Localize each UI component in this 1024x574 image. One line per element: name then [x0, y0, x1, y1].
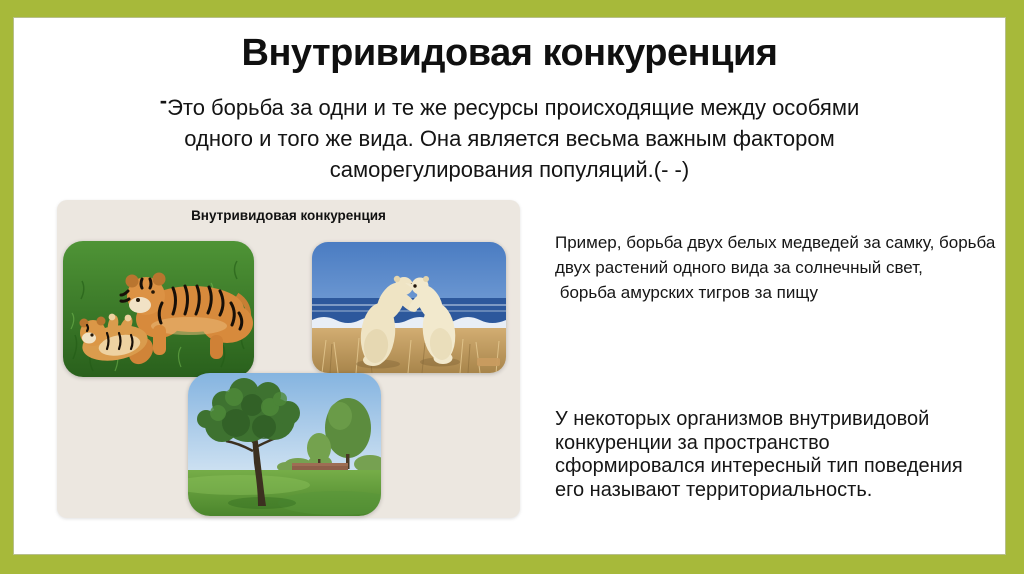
border-left-bar: [0, 0, 13, 574]
polar-bears-image: [312, 242, 506, 373]
polar-bears-fighting-illustration: [312, 242, 506, 373]
photo-watermark: [477, 358, 500, 366]
territory-line-1: У некоторых организмов внутривидовой: [555, 408, 930, 430]
example-text: [555, 230, 995, 305]
example-line-3: борьба амурских тигров за пищу: [555, 283, 819, 302]
border-top-bar: [0, 0, 1024, 17]
example-line-2: двух растений одного вида за солнечный свет,: [555, 258, 923, 277]
border-bottom-bar: [0, 555, 1024, 574]
territory-text: [555, 408, 963, 502]
page-title: Внутривидовая конкуренция: [241, 32, 778, 74]
border-right-bar: [1006, 0, 1024, 574]
subtitle-line-1: [13, 88, 1006, 123]
subtitle-line-1-text: Это борьба за одни и те же ресурсы происходящие между особями: [167, 95, 860, 120]
territory-line-3: сформировался интересный тип поведения: [555, 455, 963, 477]
slide-subtitle: [13, 88, 1006, 185]
territory-line-4: его называют территориальность.: [555, 478, 873, 501]
tree-image: [188, 373, 381, 516]
lone-tree-meadow-illustration: [188, 373, 381, 516]
territory-line-2: конкуренции за пространство: [555, 431, 830, 454]
superscript-dash: -: [159, 88, 168, 113]
tigers-image: [63, 241, 254, 377]
subtitle-line-2: одного и того же вида. Она является весьма важным фактором: [184, 126, 835, 151]
amur-tigers-fighting-illustration: [63, 241, 254, 377]
subtitle-line-3: саморегулирования популяций.(- -): [329, 157, 690, 182]
panel-title: Внутривидовая конкуренция: [191, 208, 386, 223]
example-line-1: Пример, борьба двух белых медведей за самку, борьба: [555, 233, 996, 252]
